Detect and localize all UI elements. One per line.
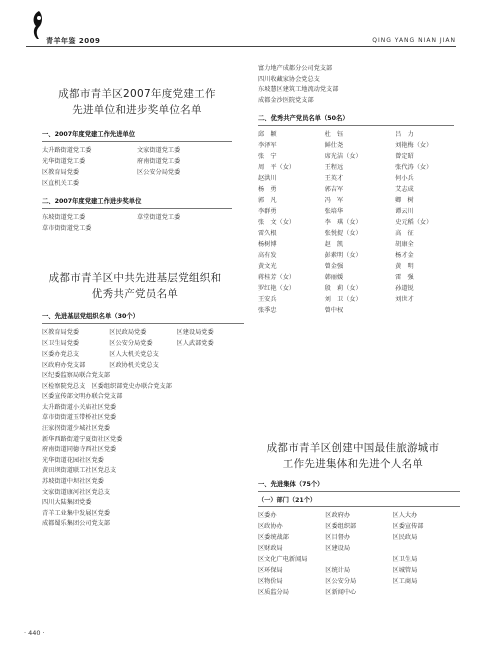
list-item: 草市街街道玉带桥社区党委 xyxy=(42,414,117,422)
list-item: 区政协机关党总支 xyxy=(109,362,159,369)
list-row xyxy=(258,294,454,305)
list-item: 杜 钰 xyxy=(324,131,344,139)
list-row xyxy=(258,565,460,576)
list-item: 区人大机关党总支 xyxy=(109,351,159,358)
list-item: 区公安分局党委 xyxy=(137,169,181,176)
page-number: · 440 · xyxy=(24,629,45,637)
list-item: 区检察院党总支 区委组织部党史办联合党支部 xyxy=(42,382,172,390)
list-item: 张悦捉（女） xyxy=(324,230,362,238)
list-item: 王英才 xyxy=(324,175,344,183)
list-item: 区质监分局 xyxy=(258,589,289,596)
left-column xyxy=(42,86,232,234)
list-item: 区城管局 xyxy=(392,567,418,574)
list-item: 光华街道党工委 xyxy=(42,158,86,165)
list-row xyxy=(42,338,244,349)
list-item: 四川大陆集团党委 xyxy=(42,499,92,507)
list-item: 杨 勇 xyxy=(258,186,277,194)
section3-title-line2: 工作先进集体和先进个人名单 xyxy=(282,458,424,470)
list-row xyxy=(258,206,454,217)
list-item: 李 琪（女） xyxy=(324,219,362,227)
section3-title-line1: 成都市青羊区创建中国最佳旅游城市 xyxy=(266,442,440,454)
list-item: 太升路街道党工委 xyxy=(42,147,92,154)
list-item: 卿 树 xyxy=(395,197,414,205)
list-item: 冯 军 xyxy=(324,197,344,205)
list-item: 区直机关工委 xyxy=(42,180,80,187)
list-item: 区公安分局 xyxy=(325,578,357,585)
list-item: 王程远 xyxy=(324,164,344,172)
list-item: 成都金沙医院党支部 xyxy=(258,96,314,104)
list-item: 黄 明 xyxy=(395,263,414,271)
list-row xyxy=(258,184,454,195)
list-item: 区建设局党委 xyxy=(176,329,214,336)
list-item: 区委宣传部文明办联合党支部 xyxy=(42,393,123,401)
list-item: 艾志成 xyxy=(395,186,414,194)
list-item: 文家街道康河社区党总支 xyxy=(42,488,111,496)
s4-subheading: （一）部门（21个） xyxy=(258,497,317,504)
list-row xyxy=(42,145,232,156)
list-item: 草市街街道党工委 xyxy=(42,225,92,232)
list-item: 曾中权 xyxy=(324,307,344,315)
list-row xyxy=(258,554,460,565)
list-item: 东坡街道党工委 xyxy=(42,214,86,221)
list-item: 太升路街道小关庙社区党委 xyxy=(42,403,117,411)
list-row xyxy=(42,360,244,371)
list-item: 区政府办 xyxy=(325,512,351,519)
list-item: 杨树博 xyxy=(258,241,277,249)
list-item: 鲜仕尧 xyxy=(324,142,344,150)
list-item: 韩丽媛 xyxy=(324,274,344,282)
list-row xyxy=(258,272,454,283)
list-item: 王安兵 xyxy=(258,296,277,304)
list-item: 区工商局 xyxy=(392,578,418,585)
list-item: 高有发 xyxy=(258,252,277,260)
heading-rule xyxy=(42,141,232,142)
list-item: 曾金强 xyxy=(324,263,344,271)
list-item: 赵 凯 xyxy=(324,241,344,249)
heading-rule xyxy=(42,208,232,209)
list-item: 文家街道党工委 xyxy=(137,147,181,154)
list-item: 区卫生局党委 xyxy=(42,340,80,347)
list-item: 区委办党总支 xyxy=(42,351,80,358)
list-row xyxy=(258,140,454,151)
list-row xyxy=(258,532,460,543)
right-column-section3 xyxy=(246,440,460,598)
list-row xyxy=(258,521,460,532)
list-item: 新华西路街道宁夏街社区党委 xyxy=(42,435,123,443)
list-item: 郭吉军 xyxy=(324,186,344,194)
yearbook-logo-icon xyxy=(30,10,44,40)
section3-title xyxy=(246,440,460,472)
list-item: 区财政局 xyxy=(258,545,283,552)
list-item: 区公安分局党委 xyxy=(109,340,153,347)
list-item: 成都蜀乐集团公司党支部 xyxy=(42,520,111,528)
list-item: 何小兵 xyxy=(395,175,414,183)
heading-rule xyxy=(42,323,244,324)
list-item: 张代涛（女） xyxy=(395,164,433,172)
list-row xyxy=(258,151,454,162)
list-item: 苏坡街道中坝社区党委 xyxy=(42,477,104,485)
list-row xyxy=(42,212,232,223)
list-item: 富力地产成都分公司党支部 xyxy=(258,65,333,72)
list-row xyxy=(258,173,454,184)
list-item: 区政协办 xyxy=(258,523,283,530)
list-item: 区委办 xyxy=(258,512,277,519)
list-item: 刘艳梅（女） xyxy=(395,142,433,150)
list-item: 罗红艳（女） xyxy=(258,285,296,293)
page-header xyxy=(0,0,480,52)
section2-title-line1: 成都市青羊区中共先进基层党组织和 xyxy=(48,272,222,284)
list-row xyxy=(42,327,244,338)
list-item: 府南街道同德寺西社区党委 xyxy=(42,446,117,454)
list-item: 青羊工业集中发展区党委 xyxy=(42,509,111,517)
list-item: 区教育局党委 xyxy=(42,329,80,336)
list-row xyxy=(42,178,232,189)
list-item: 张 文（女） xyxy=(258,219,296,227)
list-row xyxy=(258,587,460,598)
list-row xyxy=(42,223,232,234)
list-item: 邱 颖 xyxy=(258,131,277,139)
list-row xyxy=(258,576,460,587)
list-item: 谭云川 xyxy=(395,208,414,216)
section1-title xyxy=(42,86,232,118)
right-column xyxy=(258,64,454,316)
list-item: 光华街道花园社区党委 xyxy=(42,456,104,464)
list-row xyxy=(42,156,232,167)
subheading-rule xyxy=(258,506,460,507)
list-row xyxy=(258,543,460,554)
list-item: 区环保局 xyxy=(258,567,283,574)
list-item: 区新闻中心 xyxy=(325,589,357,596)
list-item: 李群勇 xyxy=(258,208,277,216)
list-item: 区教育局党委 xyxy=(42,169,80,176)
s2-heading: 一、先进基层党组织名单（30个） xyxy=(42,313,139,320)
list-row xyxy=(258,239,454,250)
list-row xyxy=(258,305,454,316)
list-item: 区人武部党委 xyxy=(176,340,214,347)
yearbook-brand: 青羊年鉴 2009 xyxy=(46,37,101,45)
list-item: 吕 力 xyxy=(395,131,414,139)
section2-title xyxy=(26,270,244,302)
list-item: 区统计局 xyxy=(325,567,351,574)
list-item: 曾定昭 xyxy=(395,153,414,161)
list-row xyxy=(258,261,454,272)
list-item: 张季忠 xyxy=(258,307,277,315)
list-item: 胡康全 xyxy=(395,241,414,249)
list-item: 草堂街道党工委 xyxy=(137,214,181,221)
s1-heading-2: 二、2007年度党建工作进步奖单位 xyxy=(42,198,142,205)
list-item: 李泽军 xyxy=(258,142,277,150)
list-row xyxy=(258,162,454,173)
list-item: 区委统战部 xyxy=(258,534,289,541)
list-item: 史元稻（女） xyxy=(395,219,433,227)
list-item: 雷久根 xyxy=(258,230,277,238)
list-item: 区人大办 xyxy=(392,512,418,519)
list-item: 张 宁 xyxy=(258,153,277,161)
list-item: 高 征 xyxy=(395,230,414,238)
heading-rule xyxy=(258,125,454,126)
list-row xyxy=(42,349,244,360)
list-item: 孙道锐 xyxy=(395,285,414,293)
heading-rule xyxy=(258,491,460,492)
running-title: QING YANG NIAN JIAN xyxy=(372,37,456,44)
section2-title-line2: 优秀共产党员名单 xyxy=(91,288,179,300)
list-item: 蒋桂芳（女） xyxy=(258,274,296,282)
list-item: 区目督办 xyxy=(325,534,351,541)
list-row xyxy=(42,167,232,178)
list-item: 区文化广电新闻局 xyxy=(258,556,308,563)
list-item: 刘世才 xyxy=(395,296,414,304)
list-item: 区卫生局 xyxy=(392,556,418,563)
list-item: 周 平（女） xyxy=(258,164,296,172)
list-item: 区委宣传部 xyxy=(392,523,424,530)
list-item: 席光洁（女） xyxy=(324,153,362,161)
list-item: 区委组织部 xyxy=(325,523,357,530)
s3-heading: 二、优秀共产党员名单（50名） xyxy=(258,115,349,123)
header-divider xyxy=(26,46,456,47)
list-item: 东坡慧区建筑工地流动党支部 xyxy=(258,86,339,94)
list-row xyxy=(258,217,454,228)
list-item: 殷 莉（女） xyxy=(324,285,362,293)
list-item: 汪家拐街道少城社区党委 xyxy=(42,424,111,432)
list-row xyxy=(258,228,454,239)
list-item: 杨才金 xyxy=(395,252,414,260)
list-item: 府南街道党工委 xyxy=(137,158,181,165)
list-item: 赵洪川 xyxy=(258,175,277,183)
list-row xyxy=(258,283,454,294)
list-row xyxy=(258,250,454,261)
list-item: 四川收藏家协会党总支 xyxy=(258,75,320,83)
s4-heading: 一、先进集体（75个） xyxy=(258,481,324,488)
list-item: 雷 强 xyxy=(395,274,414,282)
list-item: 区民政局党委 xyxy=(109,329,147,336)
list-row xyxy=(258,510,460,521)
list-item: 区纪委监察局联合党支部 xyxy=(42,372,111,379)
list-row xyxy=(258,195,454,206)
list-row xyxy=(258,129,454,140)
s1-heading: 一、2007年度党建工作先进单位 xyxy=(42,131,136,138)
list-item: 区建设局 xyxy=(325,545,351,552)
list-item: 黄田坝街道联工社区党总支 xyxy=(42,467,117,475)
list-item: 区民政局 xyxy=(392,534,418,541)
list-item: 张培华 xyxy=(324,208,344,216)
list-item: 彭素明（女） xyxy=(324,252,362,260)
left-column-section2 xyxy=(26,270,244,530)
list-item: 区物价局 xyxy=(258,578,283,585)
list-item: 黄文光 xyxy=(258,263,277,271)
list-item: 刘 卫（女） xyxy=(324,296,362,304)
section1-title-line2: 先进单位和进步奖单位名单 xyxy=(72,104,202,116)
section1-title-line1: 成都市青羊区2007年度党建工作 xyxy=(58,88,216,100)
list-item: 区政府办党支部 xyxy=(42,362,86,369)
list-item: 郭 凡 xyxy=(258,197,277,205)
